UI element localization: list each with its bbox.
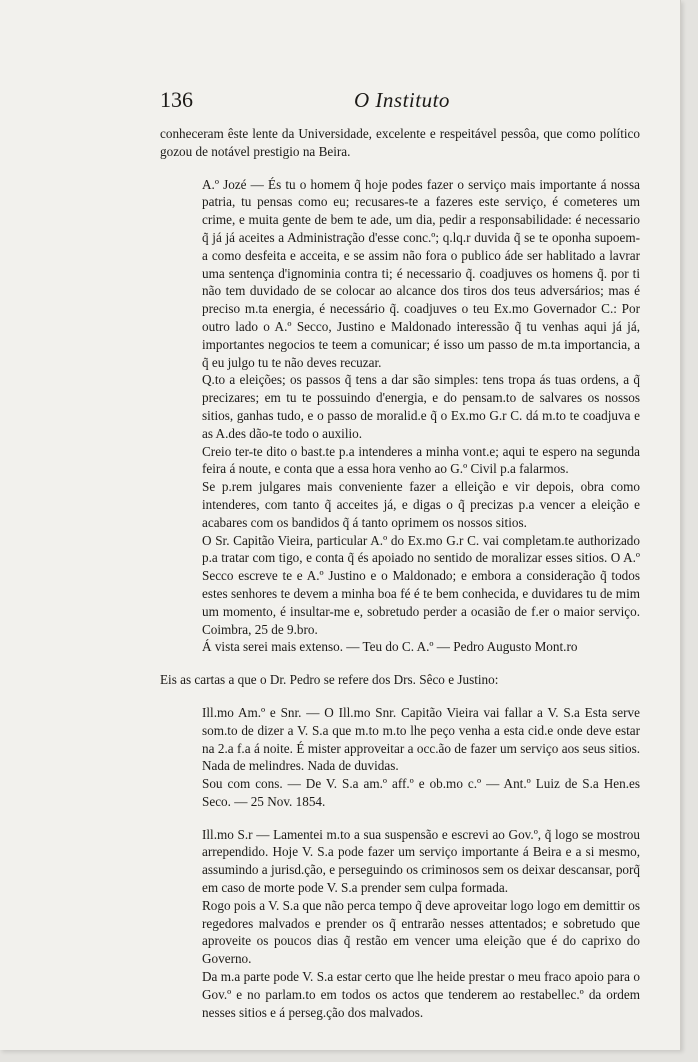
bridge-paragraph: Eis as cartas a que o Dr. Pedro se refere dos Drs. Sêco e Justino: [160,672,499,688]
letter-justino [160,826,640,1022]
page-header [160,87,640,117]
letter-signature: Á vista serei mais extenso. — Teu do C. A.º — Pedro Augusto Mont.ro [202,639,578,655]
intro-paragraph: conheceram êste lente da Universidade, excelente e respeitável pessôa, que como político gozou de notável prestigio na Beira. [160,126,640,159]
letter-pedro [160,176,640,657]
letter-paragraph: Creio ter-te dito o bast.te p.a intenderes a minha vont.e; aqui te espero na segunda feira á noute, e conta que a essa hora venho ao G.º Civil p.a falarmos. [202,443,640,477]
running-title: O Instituto [354,88,450,112]
letter-paragraph: Ill.mo S.r — Lamentei m.to a sua suspensão e escrevi ao Gov.º, q̃ logo se mostrou arrependido. Hoje V. S.a pode fazer um serviço importante á Beira e a si mesmo, assumindo a jurisd.ção, e perseguindo os criminosos sem os deixar descansar, porq̃ em caso de morte pode V. S.a prender sem culpa formada. [202,826,640,896]
letter-paragraph: Se p.rem julgares mais conveniente fazer a elleição e vir depois, obra como intenderes, com tanto q̃ acceites já, e digas o q̃ precizas p.a vencer a eleição e acabares com os bandidos q̃ á tanto oprimem os nossos sitios. [202,479,640,530]
letter-paragraph: Q.to a eleições; os passos q̃ tens a dar são simples: tens tropa ás tuas ordens, a q̃ precizares; em tu te possuindo d'energia, e do pensam.to de salvares os nossos sitios, ganhas tudo, e o passo de moralid.e q̃ o Ex.mo G.r C. dá m.to te coadjuva e as A.des dão-te todo o auxilio. [202,372,640,441]
letter-paragraph: A.º Jozé — És tu o homem q̃ hoje podes fazer o serviço mais importante á nossa patria, tu pensas como eu; recusares-te a fazeres este serviço, é cometeres um crime, e muita gente de bem te ade, um dia, pedir a responsabilidade: é necessario q̃ já já aceites a Administração d'esse conc.º; q.lq.r duvida q̃ se te oponha supoem-a como desfeita e acceita, e se assim não fora o publico áde ser hablitado a lavrar uma sentença d'ignominia contra ti; é necessario q̃. coadjuves os homens q̃. por ti não tem duvidado de se colocar ao alcance dos tiros dos teus adversários; mas é preciso m.ta energia, é necessário q̃. coadjuves o teu Ex.mo Governador C.: Por outro lado o A.º Secco, Justino e Maldonado interessão q̃ tu venhas aqui já já, importantes negocios te teem a comunicar; é isso um passo de m.ta importancia, a q̃ eu julgo tu te não deves recuzar. [202,176,640,370]
letter-paragraph: O Sr. Capitão Vieira, particular A.º do Ex.mo G.r C. vai completam.te authorizado p.a tratar com tigo, e conta q̃ és apoiado no sentido de moralizar esses sitios. O A.º Secco escreve te e A.º Justino e o Maldonado; e embora a consideração q̃ todos estes senhores te devem a minha boa fé é te bem conhecida, e duvidares tu de mim um momento, é insultar-me e, sobretudo perder a ocasião de f.er o maior serviço. Coimbra, 25 de 9.bro. [202,532,640,637]
page-body [160,125,640,1021]
letter-paragraph: Da m.a parte pode V. S.a estar certo que lhe heide prestar o meu fraco apoio para o Gov.º e no parlam.to em todos os actos que tenderem ao restabellec.º da ordem nesses sitios e á perseg.ção dos malvados. [202,969,640,1020]
letter-seco [160,704,640,811]
letter-paragraph: Ill.mo Am.º e Snr. — O Ill.mo Snr. Capitão Vieira vai fallar a V. S.a Esta serve som.to de dizer a V. S.a que m.to m.to lhe peço venha a esta cid.e onde deve estar na 2.a f.a á noite. É mister approveitar a occ.ão de fazer um serviço aos seus sitios. Nada de melindres. Nada de duvidas. [202,704,640,774]
letter-signature: Sou com cons. — De V. S.a am.º aff.º e ob.mo c.º — Ant.º Luiz de S.a Hen.es Seco. — 25 Nov. 1854. [202,776,640,809]
page-number: 136 [160,87,193,112]
letter-paragraph: Rogo pois a V. S.a que não perca tempo q̃ deve aproveitar logo logo em demittir os regedores malvados e prender os q̃ entrarão nesses attentados; e sobretudo que aproveite os poucos dias q̃ restão em vencer uma eleição que é do caprixo do Governo. [202,897,640,967]
